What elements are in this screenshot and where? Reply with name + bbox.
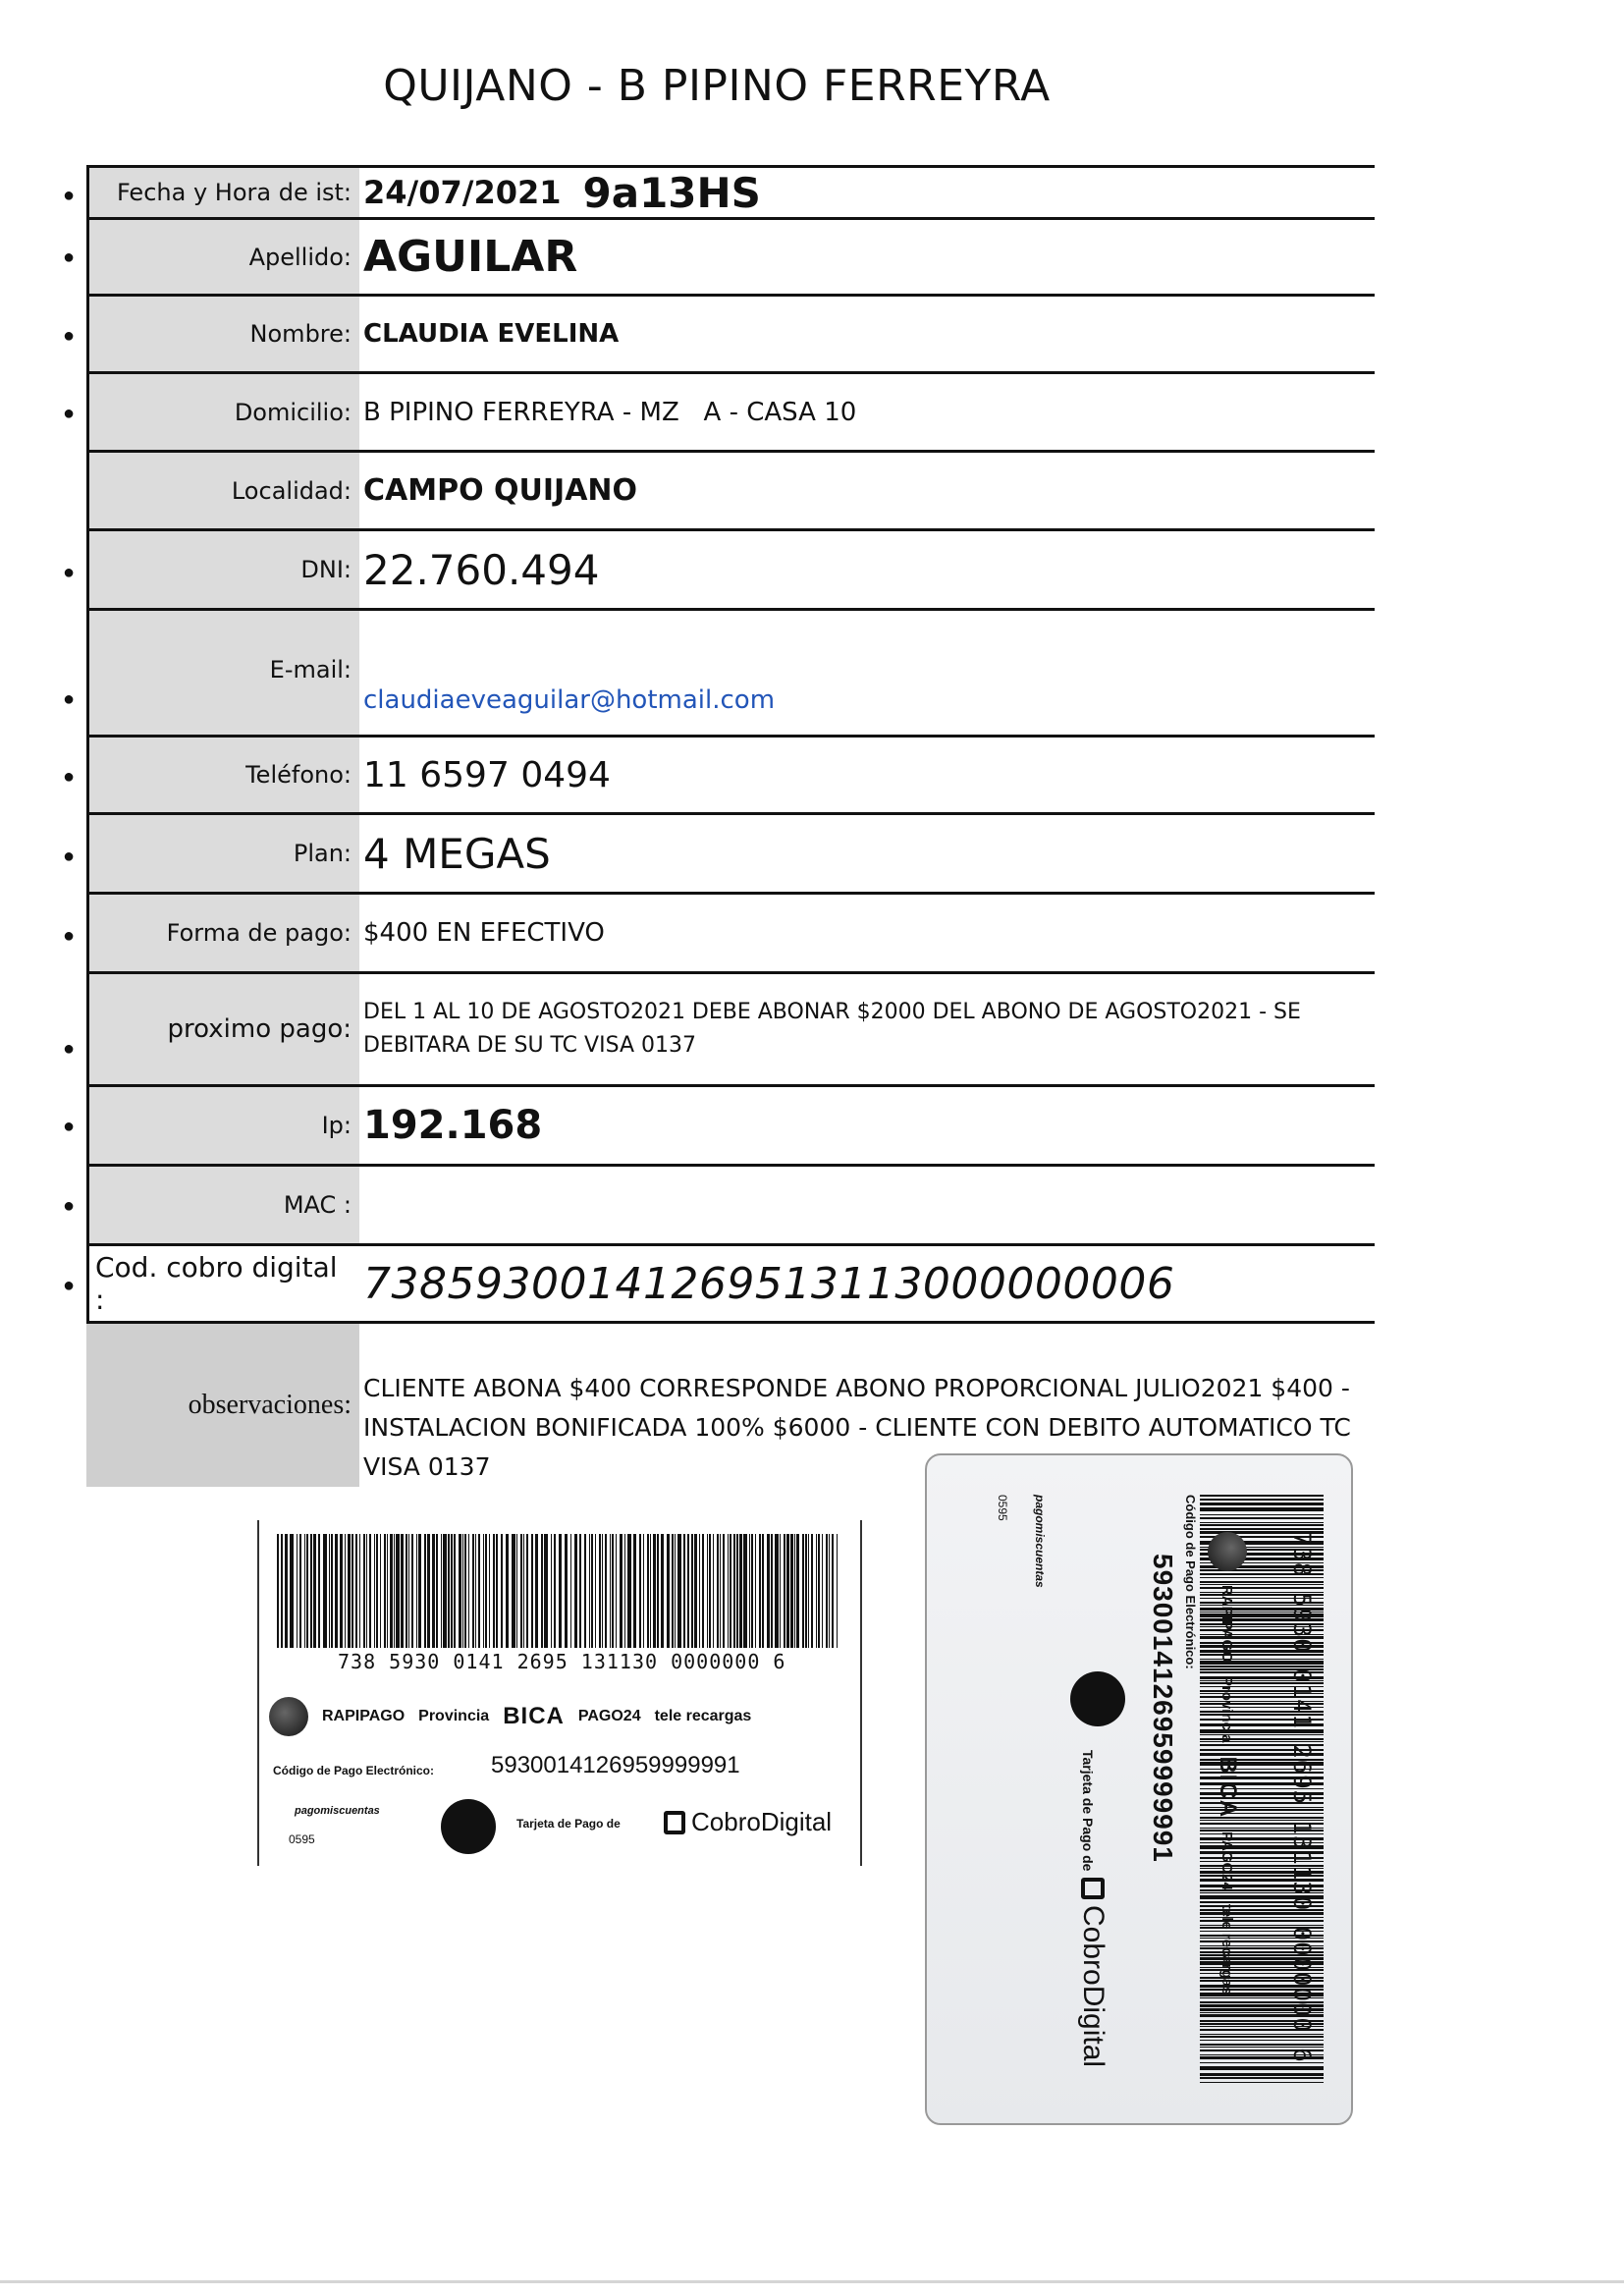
- barcode-bar: [483, 1534, 484, 1648]
- bullet-icon: ●: [63, 246, 76, 268]
- barcode-bar: [335, 1534, 338, 1648]
- barcode-bar: [605, 1534, 607, 1648]
- bullet-icon: ●: [63, 403, 76, 424]
- fecha-time: 9a13HS: [582, 168, 761, 217]
- payment-logos: [1208, 1532, 1247, 2121]
- bullet-icon: ●: [63, 688, 76, 710]
- barcode-bar: [352, 1534, 353, 1648]
- bullet-icon: ●: [63, 1275, 76, 1296]
- barcode-bar: [784, 1534, 785, 1648]
- barcode-bar: [1200, 1495, 1324, 1497]
- barcode-bar: [591, 1534, 593, 1648]
- value-observaciones: CLIENTE ABONA $400 CORRESPONDE ABONO PROPORCIONAL JULIO2021 $400 - INSTALACION BONIFICADA 100% $6000 - CLIENTE CON DEBITO AUTOMATICO TC VISA 0137: [363, 1374, 1351, 1481]
- label-nombre: Nombre:: [86, 297, 359, 371]
- value-plan: 4 MEGAS: [363, 829, 551, 878]
- label-fecha: Fecha y Hora de ist:: [86, 168, 359, 217]
- barcode-bar: [633, 1534, 636, 1648]
- barcode-bar: [574, 1534, 577, 1648]
- barcode-bar: [1200, 1524, 1324, 1526]
- value-fecha: [359, 168, 1375, 217]
- seal-icon: [269, 1697, 308, 1736]
- barcode-bar: [380, 1534, 381, 1648]
- barcode-bar: [647, 1534, 649, 1648]
- barcode-bar: [767, 1534, 770, 1648]
- fecha-date: 24/07/2021: [363, 174, 562, 211]
- barcode-bar: [310, 1534, 312, 1648]
- barcode-bar: [285, 1534, 288, 1648]
- barcode-bar: [427, 1534, 430, 1648]
- barcode-bar: [837, 1534, 838, 1648]
- barcode-bar: [707, 1534, 708, 1648]
- logo-bica: BICA: [1215, 1756, 1241, 1819]
- barcode-bar: [775, 1534, 779, 1648]
- barcode-bar: [526, 1534, 528, 1648]
- barcode-bar: [384, 1534, 386, 1648]
- barcode-bar: [424, 1534, 426, 1648]
- logo-telerecargas: tele recargas: [1218, 1903, 1236, 1995]
- barcode-bar: [620, 1534, 623, 1648]
- barcode-bar: [796, 1534, 799, 1648]
- barcode-bar: [523, 1534, 524, 1648]
- barcode-number: 738 5930 0141 2695 131130 0000000 6: [1288, 1532, 1316, 2063]
- logo-rapipago: RAPIPAGO: [322, 1708, 406, 1724]
- label-localidad: Localidad:: [86, 453, 359, 528]
- barcode-bar: [627, 1534, 631, 1648]
- logo-telerecargas: tele recargas: [654, 1708, 752, 1724]
- value-mac: [359, 1167, 1375, 1243]
- barcode-bar: [1200, 1514, 1324, 1515]
- bullet-icon: ●: [63, 562, 76, 583]
- barcode-bar: [755, 1534, 756, 1648]
- barcode-bar: [472, 1534, 474, 1648]
- barcode-bar: [599, 1534, 601, 1648]
- row-email: [63, 611, 1375, 738]
- barcode-bar: [277, 1534, 279, 1648]
- tarjeta-label: Tarjeta de Pago de: [1080, 1750, 1096, 1872]
- barcode-bar: [374, 1534, 375, 1648]
- barcode-bar: [822, 1534, 823, 1648]
- label-domicilio: Domicilio:: [86, 374, 359, 450]
- barcode-bar: [390, 1534, 393, 1648]
- barcode-bar: [811, 1534, 813, 1648]
- barcode-bar: [595, 1534, 596, 1648]
- barcode-bar: [751, 1534, 753, 1648]
- logo-pago24: PAGO24: [1218, 1831, 1236, 1890]
- barcode-bar: [818, 1534, 820, 1648]
- barcode-bar: [408, 1534, 409, 1648]
- barcode-bar: [771, 1534, 773, 1648]
- barcode-bar: [653, 1534, 656, 1648]
- value-apellido: AGUILAR: [363, 232, 578, 282]
- barcode-bar: [501, 1534, 503, 1648]
- barcode-bar: [432, 1534, 435, 1648]
- barcode-bar: [794, 1534, 795, 1648]
- barcode-bar: [691, 1534, 693, 1648]
- barcode-bar: [739, 1534, 742, 1648]
- barcode-bar: [464, 1534, 466, 1648]
- barcode-number: 738 5930 0141 2695 131130 0000000 6: [338, 1650, 786, 1673]
- barcode-bar: [749, 1534, 750, 1648]
- label-plan: Plan:: [86, 815, 359, 892]
- value-nombre: CLAUDIA EVELINA: [363, 319, 620, 349]
- bullet-icon: ●: [63, 766, 76, 788]
- barcode-bar: [396, 1534, 400, 1648]
- electronic-code: 5930014126959999991: [491, 1752, 740, 1778]
- bullet-icon: ●: [63, 925, 76, 947]
- electronic-code-label: Código de Pago Electrónico:: [1183, 1495, 1198, 1669]
- bullet-icon: ●: [63, 1116, 76, 1137]
- barcode-bar: [702, 1534, 704, 1648]
- bullet-icon: ●: [63, 325, 76, 347]
- logo-pagomiscuentas: pagomiscuentas: [1033, 1495, 1047, 1588]
- barcode-bar: [1200, 1528, 1324, 1530]
- barcode-bar: [826, 1534, 828, 1648]
- card-small-number: 0595: [289, 1832, 315, 1846]
- barcode-bar: [485, 1534, 487, 1648]
- row-telefono: [63, 738, 1375, 815]
- value-telefono: 11 6597 0494: [363, 754, 611, 795]
- barcode-bar: [730, 1534, 731, 1648]
- row-domicilio: [63, 374, 1375, 453]
- barcode-bar: [713, 1534, 714, 1648]
- barcode-bar: [687, 1534, 689, 1648]
- label-proximo-pago: proximo pago:: [86, 974, 359, 1084]
- barcode-bar: [579, 1534, 581, 1648]
- barcode-bar: [736, 1534, 738, 1648]
- barcode-bar: [639, 1534, 641, 1648]
- barcode-bar: [506, 1534, 509, 1648]
- electronic-code: 5930014126959999991: [1148, 1554, 1178, 1863]
- barcode-bar: [462, 1534, 463, 1648]
- logo-pagomiscuentas: pagomiscuentas: [295, 1805, 380, 1817]
- barcode-bar: [694, 1534, 697, 1648]
- barcode-bar: [1200, 1503, 1324, 1505]
- scan-edge: [0, 2280, 1624, 2283]
- barcode-bar: [657, 1534, 659, 1648]
- value-cod-cobro: 73859300141269513113000000006: [363, 1258, 1175, 1309]
- barcode-bar: [416, 1534, 417, 1648]
- label-telefono: Teléfono:: [86, 738, 359, 812]
- label-mac: MAC :: [86, 1167, 359, 1243]
- barcode-bar: [366, 1534, 367, 1648]
- barcode-bar: [717, 1534, 719, 1648]
- cobrodigital-logo: [664, 1807, 832, 1837]
- barcode-bar: [451, 1534, 453, 1648]
- barcode-bar: [829, 1534, 830, 1648]
- barcode-bar: [520, 1534, 522, 1648]
- row-dni: [63, 531, 1375, 611]
- label-forma-pago: Forma de pago:: [86, 895, 359, 971]
- barcode-bar: [387, 1534, 388, 1648]
- row-forma-pago: [63, 895, 1375, 974]
- barcode-bar: [376, 1534, 378, 1648]
- barcode-bar: [805, 1534, 807, 1648]
- barcode-bar: [1200, 1522, 1324, 1523]
- label-cod-cobro: Cod. cobro digital :: [86, 1246, 359, 1321]
- row-nombre: [63, 297, 1375, 374]
- barcode-bar: [733, 1534, 735, 1648]
- barcode-bar: [584, 1534, 586, 1648]
- barcode-bar: [475, 1534, 476, 1648]
- barcode-bar: [709, 1534, 711, 1648]
- barcode-bar: [667, 1534, 670, 1648]
- barcode-bar: [448, 1534, 450, 1648]
- barcode-bar: [348, 1534, 351, 1648]
- barcode-bar: [436, 1534, 438, 1648]
- payment-logos: [269, 1695, 858, 1738]
- bullet-icon: ●: [63, 846, 76, 867]
- barcode-bar: [790, 1534, 793, 1648]
- barcode-bar: [489, 1534, 490, 1648]
- barcode-bar: [816, 1534, 817, 1648]
- barcode-bar: [743, 1534, 747, 1648]
- value-domicilio: B PIPINO FERREYRA - MZ A - CASA 10: [363, 397, 857, 427]
- barcode-bar: [786, 1534, 789, 1648]
- barcode-bar: [661, 1534, 664, 1648]
- barcode-bar: [478, 1534, 480, 1648]
- barcode-bar: [496, 1534, 498, 1648]
- barcode-bar: [602, 1534, 603, 1648]
- value-ip: 192.168: [363, 1103, 543, 1148]
- barcode-bar: [297, 1534, 298, 1648]
- barcode-bar: [802, 1534, 804, 1648]
- barcode-bar: [299, 1534, 301, 1648]
- barcode-bar: [643, 1534, 644, 1648]
- barcode-bar: [535, 1534, 538, 1648]
- barcode-bar: [493, 1534, 495, 1648]
- barcode-bar: [612, 1534, 614, 1648]
- barcode-bar: [290, 1534, 294, 1648]
- logo-provincia: Provincia: [1218, 1675, 1236, 1743]
- barcode-bar: [565, 1534, 568, 1648]
- payment-card-vertical: [925, 1453, 1353, 2125]
- barcode-bar: [363, 1534, 365, 1648]
- cobrodigital-icon: [1081, 1878, 1105, 1899]
- barcode-bar: [359, 1534, 360, 1648]
- label-ip: Ip:: [86, 1087, 359, 1164]
- label-dni: DNI:: [86, 531, 359, 608]
- barcode-bar: [762, 1534, 764, 1648]
- barcode-bar: [616, 1534, 617, 1648]
- barcode-bar: [683, 1534, 685, 1648]
- row-cod-cobro: [63, 1246, 1375, 1324]
- barcode-bar: [306, 1534, 308, 1648]
- barcode-bar: [808, 1534, 809, 1648]
- barcode-bar: [443, 1534, 447, 1648]
- barcode-bar: [331, 1534, 333, 1648]
- barcode-bar: [720, 1534, 721, 1648]
- barcode-bar: [759, 1534, 761, 1648]
- barcode-bar: [281, 1534, 283, 1648]
- barcode-bar: [570, 1534, 571, 1648]
- barcode-bar: [454, 1534, 456, 1648]
- customer-form: [63, 165, 1375, 1324]
- barcode-bar: [406, 1534, 407, 1648]
- barcode-bar: [345, 1534, 346, 1648]
- value-email[interactable]: claudiaeveaguilar@hotmail.com: [363, 685, 776, 715]
- barcode-bar: [1200, 1517, 1324, 1519]
- barcode-bar: [728, 1534, 729, 1648]
- barcode-bar: [329, 1534, 330, 1648]
- logo-bica: BICA: [503, 1703, 565, 1729]
- barcode-bar: [832, 1534, 834, 1648]
- barcode-bar: [340, 1534, 343, 1648]
- barcode-bar: [418, 1534, 421, 1648]
- row-proximo-pago: [63, 974, 1375, 1087]
- row-fecha: [63, 168, 1375, 220]
- barcode-bar: [323, 1534, 327, 1648]
- barcode-bar: [559, 1534, 562, 1648]
- barcode-bar: [394, 1534, 395, 1648]
- value-forma-pago: $400 EN EFECTIVO: [363, 918, 605, 948]
- card-small-number: 0595: [996, 1495, 1009, 1521]
- barcode-bar: [313, 1534, 316, 1648]
- barcode-bar: [541, 1534, 543, 1648]
- cobrodigital-icon: [664, 1811, 685, 1834]
- barcode-bar: [624, 1534, 625, 1648]
- barcode-bar: [699, 1534, 700, 1648]
- cobrodigital-logo: [1076, 1878, 1110, 2067]
- label-observaciones: observaciones:: [86, 1324, 359, 1487]
- barcode-bar: [441, 1534, 442, 1648]
- barcode-bar: [459, 1534, 461, 1648]
- barcode-bar: [355, 1534, 357, 1648]
- label-email: E-mail:: [86, 611, 359, 735]
- barcode-bar: [512, 1534, 515, 1648]
- barcode-bar: [1200, 1507, 1324, 1511]
- row-apellido: [63, 220, 1375, 297]
- document-title: QUIJANO - B PIPINO FERREYRA: [383, 61, 1051, 111]
- label-apellido: Apellido:: [86, 220, 359, 294]
- barcode-bar: [672, 1534, 674, 1648]
- barcode-bar: [401, 1534, 404, 1648]
- barcode-bar: [650, 1534, 651, 1648]
- barcode-bar: [1200, 1499, 1324, 1501]
- barcode-bar: [516, 1534, 517, 1648]
- bullet-icon: ●: [63, 1195, 76, 1217]
- value-dni: 22.760.494: [363, 545, 600, 594]
- payment-card-horizontal: [257, 1520, 862, 1866]
- logo-rapipago: RAPIPAGO: [1218, 1585, 1236, 1663]
- value-localidad: CAMPO QUIJANO: [363, 473, 638, 508]
- bullet-icon: ●: [63, 185, 76, 206]
- barcode-bar: [531, 1534, 533, 1648]
- row-mac: [63, 1167, 1375, 1246]
- logo-provincia: Provincia: [418, 1708, 490, 1724]
- barcode-bar: [411, 1534, 413, 1648]
- barcode-bar: [780, 1534, 781, 1648]
- barcode-bar: [675, 1534, 676, 1648]
- logo-pago24: PAGO24: [577, 1708, 641, 1724]
- seal-icon: [1208, 1532, 1247, 1571]
- barcode-bar: [544, 1534, 548, 1648]
- barcode-bar: [554, 1534, 556, 1648]
- value-proximo-pago: DEL 1 AL 10 DE AGOSTO2021 DEBE ABONAR $2000 DEL ABONO DE AGOSTO2021 - SE DEBITARA DE SU TC VISA 0137: [363, 1000, 1301, 1058]
- bullet-icon: ●: [63, 1038, 76, 1060]
- barcode-bar: [318, 1534, 320, 1648]
- electronic-code-label: Código de Pago Electrónico:: [273, 1764, 435, 1777]
- barcode-bar: [589, 1534, 590, 1648]
- cobrodigital-text: CobroDigital: [1077, 1905, 1110, 2068]
- link-logo-icon: [1070, 1671, 1125, 1726]
- row-localidad: [86, 453, 1375, 531]
- row-plan: [63, 815, 1375, 895]
- barcode-bar: [723, 1534, 725, 1648]
- barcode-icon: [277, 1534, 842, 1648]
- barcode-bar: [369, 1534, 371, 1648]
- tarjeta-label: Tarjeta de Pago de: [516, 1817, 621, 1831]
- barcode-bar: [610, 1534, 611, 1648]
- barcode-bar: [304, 1534, 305, 1648]
- row-ip: [63, 1087, 1375, 1167]
- cobrodigital-text: CobroDigital: [691, 1807, 833, 1836]
- barcode-bar: [468, 1534, 469, 1648]
- barcode-bar: [551, 1534, 552, 1648]
- link-logo-icon: [441, 1799, 496, 1854]
- barcode-bar: [677, 1534, 681, 1648]
